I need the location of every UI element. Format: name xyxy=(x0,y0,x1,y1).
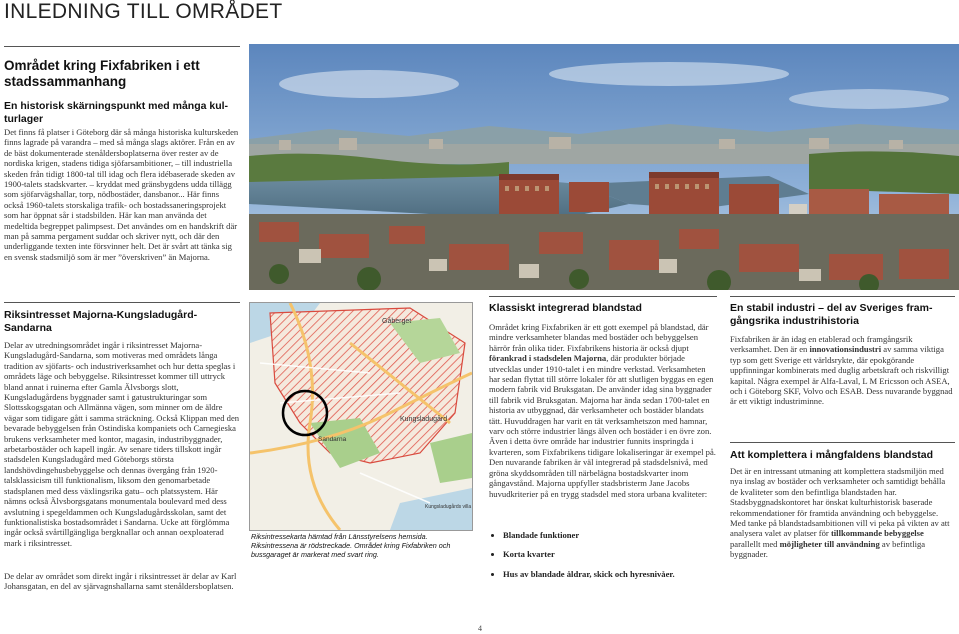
komplettera-text-bold-1: tillkommande bebyggelse xyxy=(830,528,924,539)
map-caption-line2: Riksintressena är rödstreckade. Området kring Fixfabriken och xyxy=(251,540,451,550)
komplettera-text-before: Det är en intressant utmaning att komplettera stadsmiljön med nya inslag av bostäder och verksamheter och samtidigt behålla de kvaliteter som den befintliga blandstaden har. Stadsbyggnadskontoret har önskat kulturhistorisk baserade rekommendationer för framtida användning och bebyggelse. Med tanke på blandstadsambitionen vill vi peka på vikten av att analysera valet av platser för xyxy=(730,466,950,539)
industri-text-before: Fixfabriken är än idag en etablerad och framgångsrik verksamhet. Den är en xyxy=(730,334,913,355)
riksintresse-paragraph1: Delar av utredningsområdet ingår i riksintresset Majorna-Kungsladugård-Sandarna, som motiveras med områdets långa tradition av sjöfarts- och industriverksamhet och hur detta speglas i områdets läge och bebyggelse. Riksintresset kommer till uttryck bland annat i ruinerna efter Gamla Älvsborgs slott, Kungsladugårdens byggnader samt i gatustrukturingar som Slottsskogsgatan och Allmänna vägen, som minner om de äldre vägar som tidigare gått i samma sträckning. Också Klippan med den bevarade bebyggelsen från Ostindiska kompaniets och Carnegieska brukens verksamheter med kontor, magasin, industribyggnader, arbetarbostäder och kapell ingår. Av senare tiders tillskott ingår stadsdelen Kungsladugård med Göteborgs största landshövdingehusbebyggelse och dennas övergång från 1920-talsklassicism till funktionalism, liksom den genomarbetade stadsplanen med dess växlingsrika gatu– och platssystem. Här nämns också Älvsborgsgatans monumentala boulevard med dess avslutning i spegeldammen och Kungsladugårdsskolan, samt det funktionalistiska bostadsområdet i Sandarna. Ucke att förglömma ingår också svårtillgängliga bergknallar och annan oexploaterad mark i riksintresset. xyxy=(4,340,240,548)
intro-paragraph xyxy=(4,127,240,295)
section-divider xyxy=(4,302,240,303)
industri-heading xyxy=(730,302,955,327)
komplettera-paragraph xyxy=(730,466,955,576)
map-label-kungsladugard-villa: Kungsladugårds villa xyxy=(425,504,472,510)
intro-heading xyxy=(4,58,240,90)
bullet-item: • Korta kvarter xyxy=(503,549,717,559)
aerial-photo-image xyxy=(249,44,959,290)
intro-paragraph-text: Det finns få platser i Göteborg där så många historiska kulturskeden finns lagrade på varandra – med så många slags aktörer. Från en av de bäst dokumenterade stenåldersboplatserna över rester av de nordiska krigen, stadens tidiga sjöfarsambitioner, – till industriella skeden från tidigt 1800-tal till idag och flera idébaserade skeden av 1900-talets stadskvarter. – kryddat med gränsbygdens udda tillägg som sjöfarvägshallar, torp, nödbostäder, dansbanor... Här finns också 1960-talets storskaliga trafik- och bostadssaneringsprojekt som har öppnat sår i stadsbilden. Här kan man använda det medeltida begreppet palimpsest. Det användes om en handskrift där man på samma pergament suddar och skriver nytt, och där den underliggande texten inte försvinner helt. Det är svårt att tänka sig en svensk stadsmiljö som är mer ”överskriven” än Majorna. xyxy=(4,127,239,262)
riksintresse-paragraph xyxy=(4,340,240,566)
komplettera-heading: Att komplettera i mångfaldens blandstad xyxy=(730,449,934,461)
klassiskt-text-after: , där produkter började utvecklas under 1910-talet i en mindre verkstad. Verksamheten har sedan flyttat till större lokaler för att slutligen byggas en egen modern fabrik vid Bruksgatan. De använder idag sina byggnader till fabrik vid Bruksgatan. Majorna har ända sedan 1700-talet en historia av utbyggnad, där verksamheter och bostäder blandats tätt. Huvuddragen har varit en tät verksamhetszon med hamnar, varv och större industrier längs älven och bostäder i en övre zon. Även i detta övre område har industrier funnits inspringda i kvarteren, som Fixfabrikens tidigare lokaliseringar är exempel på. Den nuvarande fabriken är väl integrerad på stadsdelsnivå, med gröna skyddsområden till närbelägna bostadskvarter inom gångavstånd. Majorna uppfyller stadsbristerm Jane Jacobs huvudkriterier på en trygg stadsdel med stora urbana kvaliteter: xyxy=(489,353,716,499)
map-label-sandarna: Sandarna xyxy=(318,436,347,443)
industri-heading-line2: gångsrika industrihistoria xyxy=(730,314,859,327)
map-label-kungsladugard: Kungsladugård xyxy=(400,416,448,423)
intro-heading-line1: Området kring Fixfabriken i ett xyxy=(4,58,200,73)
riksintresse-heading xyxy=(4,309,240,334)
page-number: 4 xyxy=(478,624,482,633)
section-divider xyxy=(489,296,717,297)
riksintresse-map xyxy=(249,302,473,531)
komplettera-text-mid: parallellt med xyxy=(730,538,780,549)
page-title: INLEDNING TILL OMRÅDET xyxy=(4,0,283,23)
section-divider xyxy=(730,296,955,297)
industri-paragraph xyxy=(730,334,955,416)
map-caption xyxy=(251,533,473,559)
klassiskt-heading: Klassiskt integrerad blandstad xyxy=(489,302,642,314)
komplettera-text-after: av befintliga byggnader. xyxy=(730,538,926,560)
intro-subheading-line1: En historisk skärningspunkt med många kul- xyxy=(4,100,229,112)
klassiskt-bullet-list xyxy=(489,524,717,588)
klassiskt-text-bold: förankrad i stadsdelen Majorna xyxy=(489,353,607,364)
riksintresse-paragraph2: De delar av området som direkt ingår i riksintresset är delar av Karl Johansgatan, en del av sjärvagnshallarna samt stenåldersboplatsen. xyxy=(4,571,237,592)
klassiskt-text-before: Området kring Fixfabriken är ett gott exempel på blandstad, där mindre verksamheter blandas med bostäder och bebyggelsen härrör från olika tider. Fixfabrikens historia är också djupt xyxy=(489,322,709,353)
industri-text-bold: innovationsindustri xyxy=(809,344,882,355)
map-caption-line3: bussgaraget är markerat med svart ring. xyxy=(251,549,379,559)
section-divider xyxy=(4,46,240,47)
klassiskt-paragraph xyxy=(489,322,717,524)
section-divider xyxy=(730,442,955,443)
intro-subheading-line2: turlager xyxy=(4,112,44,125)
industri-text-after: av samma viktiga typ som gett Sverige ett världsrykte, där epokgörande uppfinningar kombinerats med duglig arbetskraft och riskvilligt kapital. Några exempel är Alfa-Laval, L M Ericsson och ASEA, och i Göteborg SKF, Volvo och ESAB. Dess nuvarande byggnad är ett viktigt industriminne. xyxy=(730,344,953,407)
komplettera-text-bold-2: möjligheter till användning xyxy=(779,538,880,549)
riksintresse-paragraph-2 xyxy=(4,571,240,615)
intro-subheading xyxy=(4,100,240,125)
industri-heading-line1: En stabil industri – del av Sveriges fram- xyxy=(730,302,933,314)
riksintresse-heading-line1: Riksintresset Majorna-Kungsladugård- xyxy=(4,309,198,321)
riksintresse-heading-line2: Sandarna xyxy=(4,321,52,334)
aerial-photo xyxy=(249,44,959,290)
riksintresse-map-image xyxy=(250,303,472,530)
bullet-item: • Hus av blandade åldrar, skick och hyresnivåer. xyxy=(503,569,717,579)
intro-heading-line2: stadssammanhang xyxy=(4,74,127,89)
bullet-item: • Blandade funktioner xyxy=(503,530,717,540)
map-label-gaberget: Gåberget xyxy=(382,318,412,325)
map-caption-line1: Riksintressekarta hämtad från Länsstyrelsens hemsida. xyxy=(251,532,428,541)
